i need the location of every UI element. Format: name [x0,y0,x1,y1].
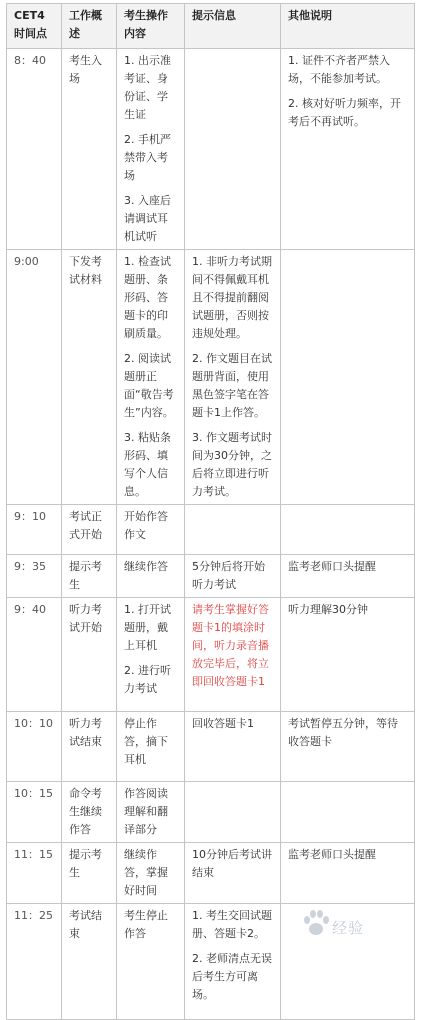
cell-overview: 下发考试材料 [62,250,117,505]
header-actions: 考生操作内容 [117,4,185,49]
cell-actions [117,49,185,250]
cell-overview: 听力考试结束 [62,712,117,782]
header-overview: 工作概述 [62,4,117,49]
header-tips: 提示信息 [185,4,281,49]
table-row [7,598,415,712]
cell-actions-item: 1. 打开试题册，戴上耳机 [124,603,171,652]
cell-time: 11：25 [7,904,62,1020]
cell-tips [185,598,281,712]
cell-tips-item: 1. 考生交回试题册、答题卡2。 [192,909,272,940]
cell-actions [117,505,185,555]
cell-tips [185,49,281,250]
cell-time: 9:00 [7,250,62,505]
cell-tips [185,250,281,505]
cell-notes-item: 监考老师口头提醒 [288,560,376,573]
cell-tips-item: 回收答题卡1 [192,717,254,730]
cell-notes [281,904,415,1020]
cell-actions-item: 3. 粘贴条形码、填写个人信息。 [124,431,171,498]
table-row [7,555,415,598]
cell-time: 9：35 [7,555,62,598]
table-row [7,712,415,782]
cell-notes [281,598,415,712]
cell-tips-item: 1. 非听力考试期间不得佩戴耳机且不得提前翻阅试题册，否则按违规处理。 [192,255,272,340]
cell-actions-item: 开始作答作文 [124,510,168,541]
cell-actions [117,712,185,782]
cell-actions-item: 继续作答 [124,560,168,573]
cell-time: 8：40 [7,49,62,250]
cell-actions [117,843,185,904]
cell-tips [185,843,281,904]
header-time: CET4时间点 [7,4,62,49]
table-row [7,904,415,1020]
cell-tips [185,904,281,1020]
cell-tips-item: 2. 作文题目在试题册背面，使用黑色签字笔在答题卡1上作答。 [192,352,272,419]
cell-overview: 考试结束 [62,904,117,1020]
cell-notes [281,49,415,250]
cell-time: 9：10 [7,505,62,555]
cet4-schedule-table [6,3,415,1020]
table-row [7,49,415,250]
cell-tips-warning: 请考生掌握好答题卡1的填涂时间，听力录音播放完毕后，将立即回收答题卡1 [192,603,269,688]
cell-notes [281,505,415,555]
cell-notes-item: 考试暂停五分钟，等待收答题卡 [288,717,398,748]
table-row [7,250,415,505]
cell-notes-item: 听力理解30分钟 [288,603,368,616]
watermark-text: 经验 [332,919,365,937]
cell-overview: 命令考生继续作答 [62,782,117,843]
cell-tips-item: 3. 作文题考试时间为30分钟，之后将立即进行听力考试。 [192,431,272,498]
cell-actions-item: 停止作答，摘下耳机 [124,717,168,766]
cell-actions [117,782,185,843]
cell-notes [281,250,415,505]
cell-overview: 考生入场 [62,49,117,250]
cell-notes-item: 监考老师口头提醒 [288,848,376,861]
cell-tips [185,555,281,598]
cell-actions-item: 2. 进行听力考试 [124,664,171,695]
cell-actions-item: 继续作答，掌握好时间 [124,848,168,897]
cell-actions-item: 2. 手机严禁带入考场 [124,133,171,182]
cell-notes-item: 2. 核对好听力频率，开考后不再试听。 [288,97,401,128]
cell-time: 10：10 [7,712,62,782]
cell-tips-item: 5分钟后将开始听力考试 [192,560,265,591]
table-row [7,843,415,904]
cell-tips [185,712,281,782]
cell-tips-item: 10分钟后考试讲结束 [192,848,272,879]
cell-time: 9：40 [7,598,62,712]
cell-overview: 考试正式开始 [62,505,117,555]
table-row [7,782,415,843]
cell-tips [185,782,281,843]
cell-actions-item: 3. 入座后请调试耳机试听 [124,194,171,243]
cell-tips [185,505,281,555]
cell-notes [281,555,415,598]
cell-notes-item: 1. 证件不齐者严禁入场，不能参加考试。 [288,54,390,85]
cell-actions [117,555,185,598]
cell-time: 11：15 [7,843,62,904]
cell-notes [281,712,415,782]
cell-overview: 提示考生 [62,555,117,598]
cell-overview: 提示考生 [62,843,117,904]
cell-time: 10：15 [7,782,62,843]
cell-overview: 听力考试开始 [62,598,117,712]
cell-actions [117,250,185,505]
cell-actions-item: 考生停止作答 [124,909,168,940]
cell-actions [117,598,185,712]
header-notes: 其他说明 [281,4,415,49]
cell-notes [281,782,415,843]
cell-actions-item: 1. 出示准考证、身份证、学生证 [124,54,171,121]
cell-tips-item: 2. 老师清点无误后考生方可离场。 [192,952,272,1001]
header-row [7,4,415,49]
table-row [7,505,415,555]
cell-notes [281,843,415,904]
cell-actions-item: 作答阅读理解和翻译部分 [124,787,168,836]
cell-actions-item: 1. 检查试题册、条形码、答题卡的印刷质量。 [124,255,171,340]
cell-actions-item: 2. 阅读试题册正面“敬告考生”内容。 [124,352,174,419]
cell-actions [117,904,185,1020]
